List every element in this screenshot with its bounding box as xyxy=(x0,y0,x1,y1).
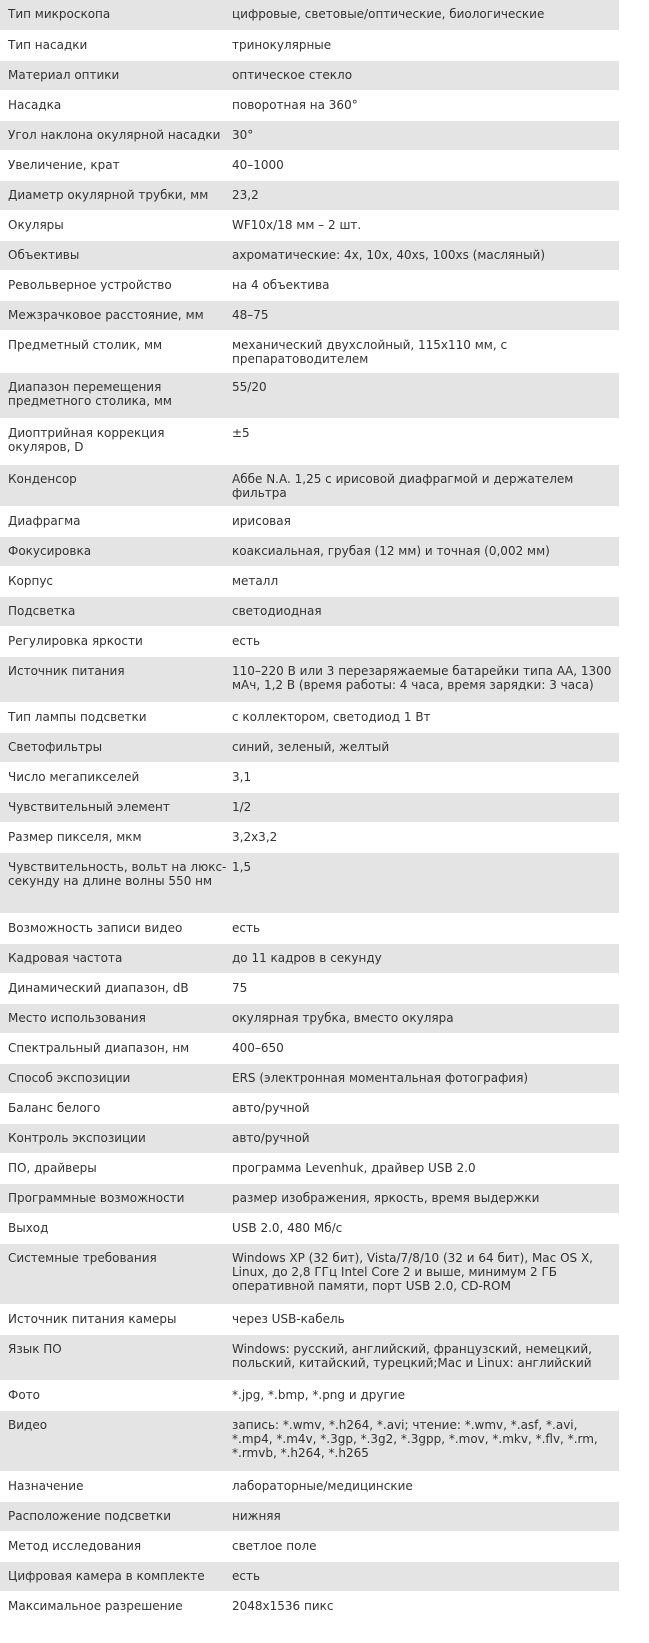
spec-row xyxy=(0,852,619,913)
spec-label: Диоптрийная коррекция окуляров, D xyxy=(0,418,231,464)
spec-label: Место использования xyxy=(0,1003,231,1033)
spec-row xyxy=(0,240,619,270)
spec-label: Тип насадки xyxy=(0,30,231,60)
spec-row xyxy=(0,702,619,732)
spec-label: Контроль экспозиции xyxy=(0,1123,231,1153)
spec-row xyxy=(0,943,619,973)
spec-row xyxy=(0,1334,619,1380)
spec-label: Межзрачковое расстояние, мм xyxy=(0,300,231,330)
spec-value: поворотная на 360° xyxy=(231,90,619,120)
spec-row xyxy=(0,0,619,30)
spec-label: Увеличение, крат xyxy=(0,150,231,180)
spec-row xyxy=(0,1093,619,1123)
spec-value: ERS (электронная моментальная фотография) xyxy=(231,1063,619,1093)
spec-label: Метод исследования xyxy=(0,1531,231,1561)
spec-value: есть xyxy=(231,1561,619,1591)
spec-row xyxy=(0,762,619,792)
spec-value: 3,1 xyxy=(231,762,619,792)
spec-label: Кадровая частота xyxy=(0,943,231,973)
spec-label: Светофильтры xyxy=(0,732,231,762)
spec-label: Материал оптики xyxy=(0,60,231,90)
spec-label: Подсветка xyxy=(0,596,231,626)
spec-label: Источник питания xyxy=(0,656,231,702)
spec-label: Корпус xyxy=(0,566,231,596)
spec-row xyxy=(0,180,619,210)
spec-label: Цифровая камера в комплекте xyxy=(0,1561,231,1591)
spec-row xyxy=(0,372,619,418)
spec-row xyxy=(0,973,619,1003)
spec-row xyxy=(0,1033,619,1063)
spec-row xyxy=(0,1063,619,1093)
spec-value: синий, зеленый, желтый xyxy=(231,732,619,762)
spec-value: 2048x1536 пикс xyxy=(231,1591,619,1621)
spec-value: коаксиальная, грубая (12 мм) и точная (0,002 мм) xyxy=(231,536,619,566)
spec-value: с коллектором, светодиод 1 Вт xyxy=(231,702,619,732)
spec-value: 23,2 xyxy=(231,180,619,210)
spec-label: Револьверное устройство xyxy=(0,270,231,300)
spec-row xyxy=(0,1410,619,1471)
spec-value: цифровые, световые/оптические, биологические xyxy=(231,0,619,30)
spec-row xyxy=(0,732,619,762)
spec-row xyxy=(0,1003,619,1033)
spec-row xyxy=(0,626,619,656)
spec-label: Спектральный диапазон, нм xyxy=(0,1033,231,1063)
spec-label: Видео xyxy=(0,1410,231,1471)
spec-row xyxy=(0,150,619,180)
spec-row xyxy=(0,300,619,330)
spec-label: Язык ПО xyxy=(0,1334,231,1380)
spec-value: до 11 кадров в секунду xyxy=(231,943,619,973)
spec-label: Объективы xyxy=(0,240,231,270)
spec-label: Число мегапикселей xyxy=(0,762,231,792)
spec-value: авто/ручной xyxy=(231,1123,619,1153)
spec-row xyxy=(0,60,619,90)
spec-label: ПО, драйверы xyxy=(0,1153,231,1183)
spec-value: ±5 xyxy=(231,418,619,464)
spec-label: Тип микроскопа xyxy=(0,0,231,30)
spec-value: 75 xyxy=(231,973,619,1003)
spec-label: Диафрагма xyxy=(0,506,231,536)
spec-row xyxy=(0,656,619,702)
spec-label: Максимальное разрешение xyxy=(0,1591,231,1621)
spec-value: Windows XP (32 бит), Vista/7/8/10 (32 и 64 бит), Mac OS X, Linux, до 2,8 ГГц Intel Core 2 и выше, минимум 2 ГБ оперативной памяти, порт USB 2.0, CD-ROM xyxy=(231,1243,619,1304)
spec-row xyxy=(0,1531,619,1561)
spec-value: Windows: русский, английский, французский, немецкий, польский, китайский, турецкий;Mac и Linux: английский xyxy=(231,1334,619,1380)
spec-row xyxy=(0,270,619,300)
spec-label: Расположение подсветки xyxy=(0,1501,231,1531)
spec-label: Чувствительность, вольт на люкс-секунду на длине волны 550 нм xyxy=(0,852,231,913)
spec-value: на 4 объектива xyxy=(231,270,619,300)
spec-row xyxy=(0,1304,619,1334)
spec-label: Предметный столик, мм xyxy=(0,330,231,372)
spec-value: авто/ручной xyxy=(231,1093,619,1123)
spec-label: Способ экспозиции xyxy=(0,1063,231,1093)
spec-row xyxy=(0,210,619,240)
spec-row xyxy=(0,30,619,60)
spec-value: лабораторные/медицинские xyxy=(231,1471,619,1501)
spec-value: программа Levenhuk, драйвер USB 2.0 xyxy=(231,1153,619,1183)
spec-row xyxy=(0,464,619,506)
spec-label: Системные требования xyxy=(0,1243,231,1304)
spec-row xyxy=(0,1183,619,1213)
spec-value: светодиодная xyxy=(231,596,619,626)
spec-value: ахроматические: 4x, 10x, 40xs, 100xs (масляный) xyxy=(231,240,619,270)
spec-label: Конденсор xyxy=(0,464,231,506)
spec-label: Регулировка яркости xyxy=(0,626,231,656)
spec-value: через USB-кабель xyxy=(231,1304,619,1334)
spec-value: запись: *.wmv, *.h264, *.avi; чтение: *.wmv, *.asf, *.avi, *.mp4, *.m4v, *.3gp, *.3g2, *.3gpp, *.mov, *.mkv, *.flv, *.rm, *.rmvb, *.h264, *.h265 xyxy=(231,1410,619,1471)
spec-label: Возможность записи видео xyxy=(0,913,231,943)
spec-row xyxy=(0,330,619,372)
spec-row xyxy=(0,566,619,596)
spec-row xyxy=(0,1501,619,1531)
spec-row xyxy=(0,418,619,464)
spec-value: светлое поле xyxy=(231,1531,619,1561)
spec-row xyxy=(0,90,619,120)
spec-row xyxy=(0,1213,619,1243)
spec-label: Динамический диапазон, dB xyxy=(0,973,231,1003)
spec-row xyxy=(0,536,619,566)
spec-label: Фокусировка xyxy=(0,536,231,566)
spec-value: 110–220 В или 3 перезаряжаемые батарейки типа АА, 1300 мАч, 1,2 В (время работы: 4 часа, время зарядки: 3 часа) xyxy=(231,656,619,702)
spec-row xyxy=(0,1591,619,1621)
spec-label: Окуляры xyxy=(0,210,231,240)
spec-value: 48–75 xyxy=(231,300,619,330)
spec-value: оптическое стекло xyxy=(231,60,619,90)
spec-label: Назначение xyxy=(0,1471,231,1501)
spec-row xyxy=(0,792,619,822)
spec-label: Диапазон перемещения предметного столика, мм xyxy=(0,372,231,418)
spec-value: есть xyxy=(231,626,619,656)
spec-row xyxy=(0,822,619,852)
spec-row xyxy=(0,506,619,536)
spec-value: 3,2x3,2 xyxy=(231,822,619,852)
spec-row xyxy=(0,120,619,150)
spec-value: 40–1000 xyxy=(231,150,619,180)
spec-label: Источник питания камеры xyxy=(0,1304,231,1334)
spec-value: окулярная трубка, вместо окуляра xyxy=(231,1003,619,1033)
spec-label: Программные возможности xyxy=(0,1183,231,1213)
spec-label: Угол наклона окулярной насадки xyxy=(0,120,231,150)
spec-value: металл xyxy=(231,566,619,596)
spec-label: Чувствительный элемент xyxy=(0,792,231,822)
spec-label: Размер пикселя, мкм xyxy=(0,822,231,852)
spec-value: есть xyxy=(231,913,619,943)
spec-value: нижняя xyxy=(231,1501,619,1531)
spec-value: WF10x/18 мм – 2 шт. xyxy=(231,210,619,240)
spec-value: механический двухслойный, 115x110 мм, с препаратоводителем xyxy=(231,330,619,372)
spec-label: Насадка xyxy=(0,90,231,120)
spec-value: 55/20 xyxy=(231,372,619,418)
spec-row xyxy=(0,1123,619,1153)
spec-value: размер изображения, яркость, время выдержки xyxy=(231,1183,619,1213)
spec-value: 400–650 xyxy=(231,1033,619,1063)
spec-value: *.jpg, *.bmp, *.png и другие xyxy=(231,1380,619,1410)
spec-value: ирисовая xyxy=(231,506,619,536)
spec-value: 1,5 xyxy=(231,852,619,913)
spec-label: Диаметр окулярной трубки, мм xyxy=(0,180,231,210)
spec-row xyxy=(0,596,619,626)
spec-row xyxy=(0,1243,619,1304)
spec-value: Аббе N.A. 1,25 с ирисовой диафрагмой и держателем фильтра xyxy=(231,464,619,506)
spec-row xyxy=(0,1380,619,1410)
spec-row xyxy=(0,1561,619,1591)
spec-label: Баланс белого xyxy=(0,1093,231,1123)
spec-label: Выход xyxy=(0,1213,231,1243)
spec-value: 1/2 xyxy=(231,792,619,822)
spec-row xyxy=(0,913,619,943)
spec-value: тринокулярные xyxy=(231,30,619,60)
spec-label: Тип лампы подсветки xyxy=(0,702,231,732)
spec-value: 30° xyxy=(231,120,619,150)
spec-label: Фото xyxy=(0,1380,231,1410)
spec-row xyxy=(0,1471,619,1501)
spec-row xyxy=(0,1153,619,1183)
spec-value: USB 2.0, 480 Мб/с xyxy=(231,1213,619,1243)
